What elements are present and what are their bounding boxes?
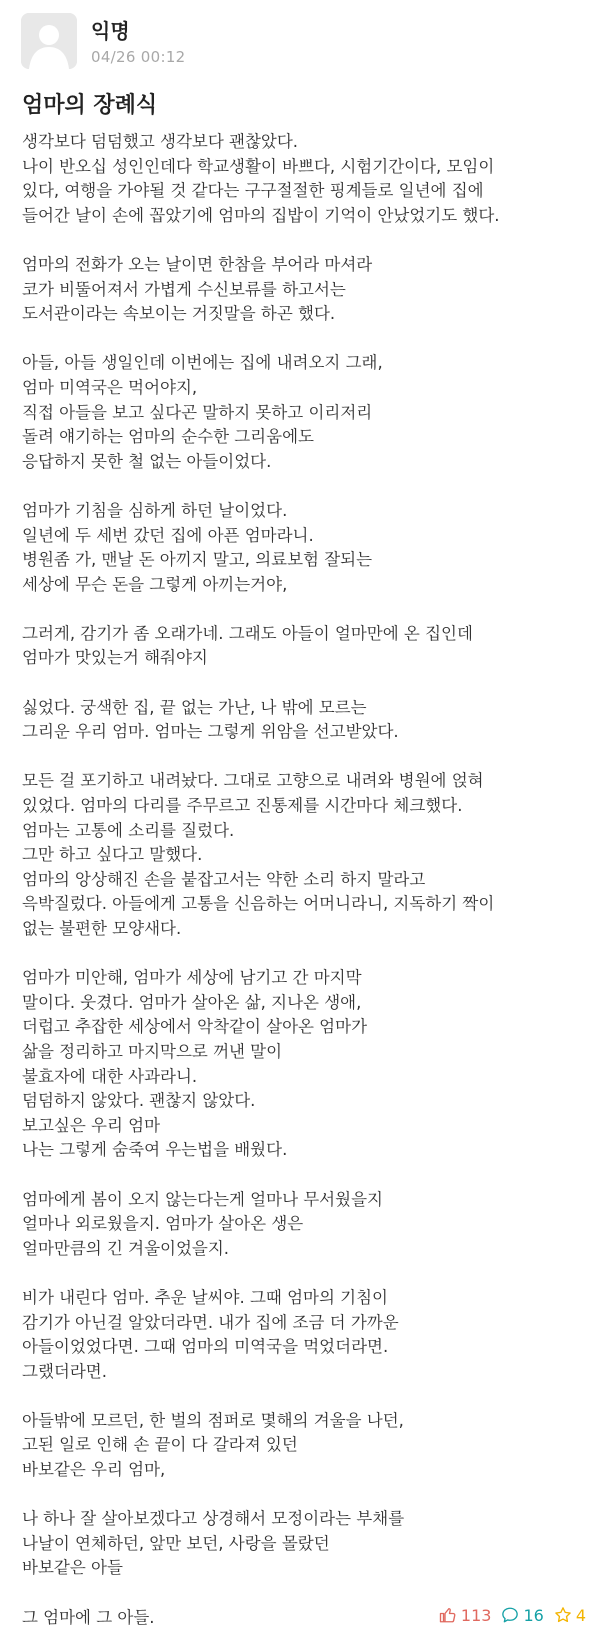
- body-paragraph: [22, 1188, 592, 1262]
- body-paragraph: [22, 130, 592, 228]
- star-icon: [554, 1606, 572, 1624]
- body-line: 아들밖에 모르던, 한 벌의 점퍼로 몇해의 겨울을 나던,: [22, 1410, 404, 1430]
- body-line: 바보같은 아들: [22, 1558, 123, 1578]
- body-paragraph: [22, 1286, 592, 1384]
- body-line: 그만 하고 싶다고 말했다.: [22, 845, 203, 865]
- post-date: 04/26 00:12: [91, 48, 186, 66]
- body-line: 삶을 정리하고 마지막으로 꺼낸 말이: [22, 1041, 283, 1061]
- body-line: 나날이 연체하던, 앞만 보던, 사랑을 몰랐던: [22, 1533, 330, 1553]
- post-body: [22, 130, 592, 1630]
- body-line: 고된 일로 인해 손 끝이 다 갈라져 있던: [22, 1435, 298, 1455]
- body-line: 엄마는 고통에 소리를 질렀다.: [22, 820, 235, 840]
- body-line: 아들이었었다면. 그때 엄마의 미역국을 먹었더라면.: [22, 1337, 389, 1357]
- body-line: 덤덤하지 않았다. 괜찮지 않았다.: [22, 1091, 256, 1111]
- body-paragraph: [22, 253, 592, 327]
- body-line: 들어간 날이 손에 꼽았기에 엄마의 집밥이 기억이 안났었기도 했다.: [22, 205, 500, 225]
- body-line: 생각보다 덤덤했고 생각보다 괜찮았다.: [22, 132, 299, 151]
- comment-bubble-icon: [501, 1606, 519, 1624]
- body-line: 엄마에게 봄이 오지 않는다는게 얼마나 무서웠을지: [22, 1189, 383, 1209]
- body-paragraph: [22, 622, 592, 671]
- body-paragraph: [22, 1507, 592, 1581]
- comment-count-value: 16: [523, 1605, 544, 1625]
- body-line: 그러게, 감기가 좀 오래가네. 그래도 아들이 얼마만에 온 집인데: [22, 623, 473, 643]
- scrap-count-value: 4: [575, 1605, 586, 1625]
- author-name: 익명: [91, 19, 130, 43]
- like-count-value: 113: [460, 1605, 492, 1625]
- body-paragraph: [22, 1409, 592, 1483]
- body-line: 엄마 미역국은 먹어야지,: [22, 377, 198, 397]
- body-line: 나 하나 잘 살아보겠다고 상경해서 모정이라는 부채를: [22, 1509, 405, 1529]
- body-line: 엄마가 맛있는거 해줘야지: [22, 648, 208, 668]
- post-stats: [439, 1603, 586, 1627]
- body-paragraph: [22, 696, 592, 745]
- default-user-icon: [21, 13, 77, 69]
- scrap-count[interactable]: [554, 1606, 586, 1625]
- body-line: 아들, 아들 생일인데 이번에는 집에 내려오지 그래,: [22, 353, 383, 373]
- body-line: 나는 그렇게 숨죽여 우는법을 배웠다.: [22, 1140, 288, 1160]
- body-line: 그랬더라면.: [22, 1361, 107, 1381]
- body-line: 없는 불편한 모양새다.: [22, 919, 182, 938]
- body-line: 비가 내린다 엄마. 추운 날씨야. 그때 엄마의 기침이: [22, 1287, 388, 1307]
- body-line: 싫었다. 궁색한 집, 끝 없는 가난, 나 밖에 모르는: [22, 697, 367, 717]
- body-line: 그리운 우리 엄마. 엄마는 그렇게 위암을 선고받았다.: [22, 722, 399, 742]
- body-line: 코가 비뚤어져서 가볍게 수신보류를 하고서는: [22, 279, 346, 299]
- body-line: 윽박질렀다. 아들에게 고통을 신음하는 어머니라니, 지독하기 짝이: [22, 894, 495, 914]
- body-line: 더럽고 추잡한 세상에서 악착같이 살아온 엄마가: [22, 1017, 368, 1037]
- body-paragraph: [22, 769, 592, 941]
- body-line: 불효자에 대한 사과라니.: [22, 1066, 198, 1086]
- body-paragraph: [22, 499, 592, 597]
- body-line: 얼마나 외로웠을지. 엄마가 살아온 생은: [22, 1214, 304, 1234]
- like-count[interactable]: [439, 1606, 492, 1625]
- body-line: 있었다. 엄마의 다리를 주무르고 진통제를 시간마다 체크했다.: [22, 796, 463, 816]
- comment-count[interactable]: [501, 1606, 543, 1625]
- body-line: 나이 반오십 성인인데다 학교생활이 바쁘다, 시험기간이다, 모임이: [22, 156, 495, 176]
- body-line: 말이다. 웃겼다. 엄마가 살아온 삶, 지나온 생애,: [22, 992, 362, 1012]
- body-line: 응답하지 못한 철 없는 아들이었다.: [22, 451, 272, 471]
- body-paragraph: [22, 351, 592, 474]
- body-line: 병원좀 가, 맨날 돈 아끼지 말고, 의료보험 잘되는: [22, 550, 373, 570]
- body-line: 도서관이라는 속보이는 거짓말을 하곤 했다.: [22, 304, 336, 324]
- body-line: 엄마가 미안해, 엄마가 세상에 남기고 간 마지막: [22, 968, 362, 988]
- body-paragraph: [22, 966, 592, 1163]
- body-line: 그 엄마에 그 아들.: [22, 1607, 155, 1627]
- post-title: 엄마의 장례식: [22, 93, 158, 118]
- body-line: 있다, 여행을 가야될 것 같다는 구구절절한 핑계들로 일년에 집에: [22, 181, 484, 201]
- body-line: 엄마의 앙상해진 손을 붙잡고서는 약한 소리 하지 말라고: [22, 869, 426, 889]
- body-line: 일년에 두 세번 갔던 집에 아픈 엄마라니.: [22, 525, 314, 545]
- body-line: 모든 걸 포기하고 내려놨다. 그대로 고향으로 내려와 병원에 얹혀: [22, 771, 484, 791]
- body-line: 엄마의 전화가 오는 날이면 한참을 부어라 마셔라: [22, 254, 373, 274]
- body-line: 얼마만큼의 긴 겨울이었을지.: [22, 1238, 230, 1258]
- body-line: 감기가 아닌걸 알았더라면. 내가 집에 조금 더 가까운: [22, 1312, 399, 1332]
- body-line: 직접 아들을 보고 싶다곤 말하지 못하고 이리저리: [22, 402, 373, 422]
- thumbs-up-icon: [439, 1606, 457, 1624]
- body-line: 엄마가 기침을 심하게 하던 날이었다.: [22, 500, 288, 520]
- body-line: 세상에 무슨 돈을 그렇게 아끼는거야,: [22, 574, 288, 594]
- post-header: [21, 13, 580, 69]
- body-line: 돌려 얘기하는 엄마의 순수한 그리움에도: [22, 427, 314, 447]
- avatar: [21, 13, 77, 69]
- body-line: 보고싶은 우리 엄마: [22, 1115, 161, 1135]
- body-line: 바보같은 우리 엄마,: [22, 1460, 166, 1480]
